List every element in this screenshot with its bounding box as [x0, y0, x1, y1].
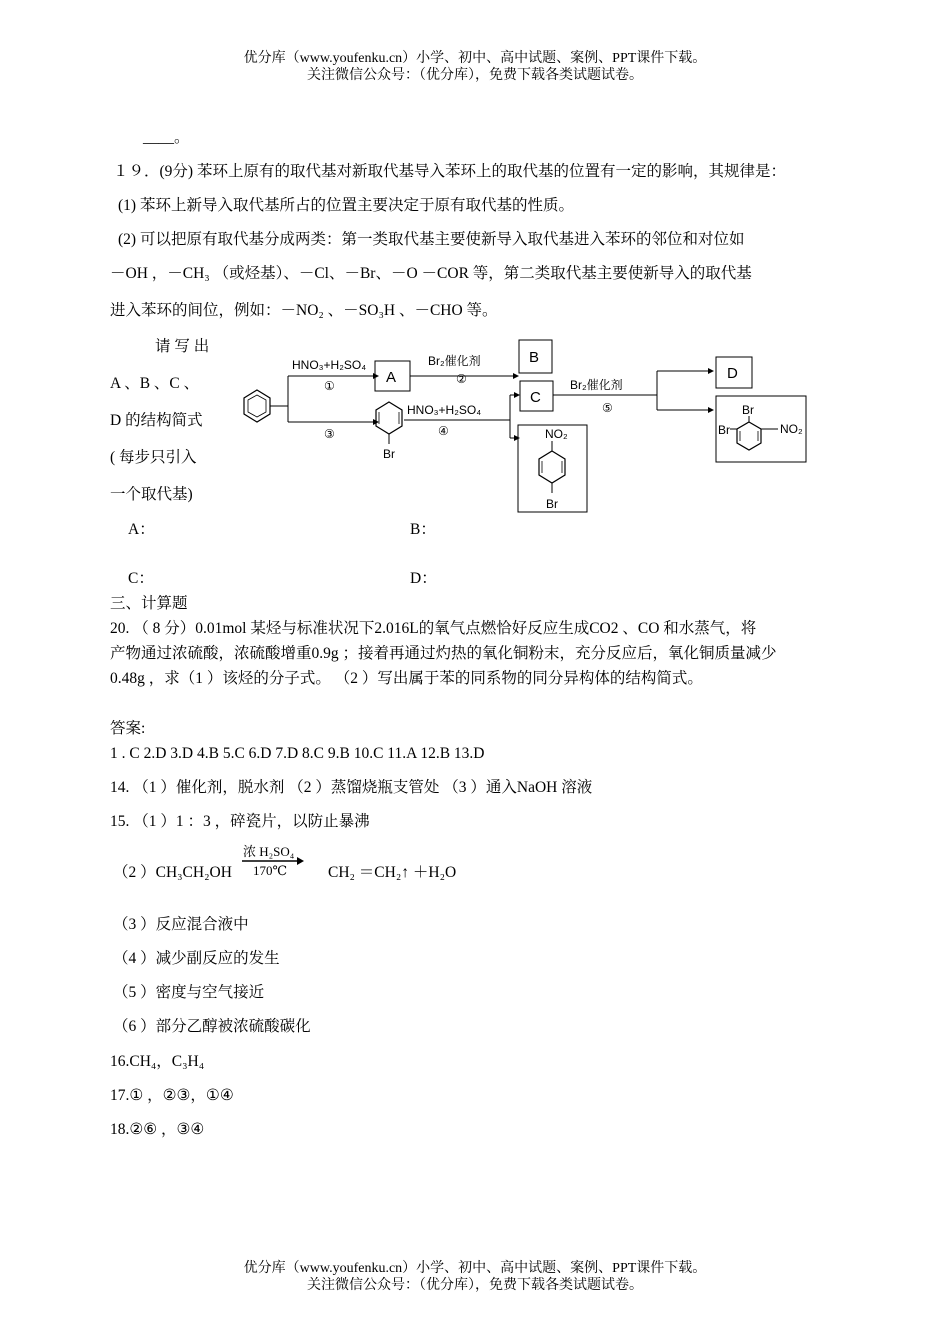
footer-line-2: 关注微信公众号：（优分库），免费下载各类试题试卷。 — [307, 1278, 643, 1293]
answer-18: 18.②⑥ ，③④ — [110, 1121, 205, 1138]
q19-rule-2c: 进入苯环的间位，例如：－NO₂ 、－SO₃H 、－CHO 等。 — [110, 302, 498, 319]
answer-16: 16.CH₄，C₃H₄ — [110, 1053, 205, 1070]
q19-rule-2a: (2) 可以把原有取代基分成两类：第一类取代基主要使新导入取代基进入苯环的邻位和对位如 — [118, 231, 745, 248]
header-line-1: 优分库（www.youfenku.cn）小学、初中、高中试题、案例、PPT课件下载。 — [243, 51, 707, 66]
reagent-nitration-4: HNO₃+H₂SO₄ — [407, 403, 482, 417]
q19-prompt-line: 一个取代基) — [110, 486, 193, 503]
answer-15-5: （5 ）密度与空气接近 — [113, 984, 265, 1001]
q19-title: １９．(9分) 苯环上原有的取代基对新取代基导入苯环上的取代基的位置有一定的影响，其规律是： — [113, 163, 786, 180]
answer-15-1: 15. （1 ）1 ：3 ，碎瓷片，以防止暴沸 — [110, 813, 370, 830]
bromobenzene-br: Br — [383, 447, 395, 461]
step-3-label: ③ — [324, 427, 335, 441]
box-c-label: C — [530, 389, 541, 406]
q19-prompt-line: A 、B 、C 、 — [110, 375, 200, 392]
answer-17: 17.① ，②③，①④ — [110, 1087, 234, 1104]
final-br-top: Br — [742, 403, 754, 417]
header-line-2: 关注微信公众号：（优分库），免费下载各类试题试卷。 — [307, 68, 643, 83]
final-product-ring — [730, 416, 778, 450]
q19-rule-2b: －OH ，－CH₃ （或烃基）、－Cl、－Br、－O －COR 等，第二类取代基主要使新导入的取代基 — [110, 265, 752, 282]
answer-15-6: （6 ）部分乙醇被浓硫酸碳化 — [113, 1018, 311, 1035]
reaction-scheme-diagram — [232, 338, 832, 518]
benzene-ring — [244, 390, 270, 422]
step-5-label: ⑤ — [602, 401, 613, 415]
box-d-label: D — [727, 365, 738, 382]
para-no2: NO₂ — [545, 427, 568, 441]
answer-d-label: D： — [410, 570, 437, 587]
q19-prompt-line: 请 写 出 — [155, 338, 210, 355]
answer-a-label: A： — [128, 521, 155, 538]
bromobenzene — [376, 402, 402, 461]
answer-b-label: B： — [410, 521, 436, 538]
q19-prompt-line: D 的结构简式 — [110, 412, 203, 429]
reagent-bromination-5: Br₂催化剂 — [570, 378, 623, 392]
answer-15-2-left: （2 ）CH₃CH₂OH — [113, 864, 232, 881]
answer-15-3: （3 ）反应混合液中 — [113, 916, 249, 933]
answer-15-4: （4 ）减少副反应的发生 — [113, 950, 280, 967]
step-1-label: ① — [324, 379, 335, 393]
reaction-condition-top: 浓 H₂SO₄ — [243, 844, 295, 859]
q20-line-1: 20. （ 8 分）0.01mol 某烃与标准状况下2.016L的氧气点燃恰好反应生成CO2 、CO 和水蒸气，将 — [110, 620, 757, 637]
step-2-label: ② — [456, 372, 467, 386]
q19-rule-1: (1) 苯环上新导入取代基所占的位置主要决定于原有取代基的性质。 — [118, 197, 574, 214]
box-b-label: B — [529, 349, 540, 366]
section-3-title: 三、计算题 — [110, 595, 188, 612]
q20-line-2: 产物通过浓硫酸，浓硫酸增重0.9g ；接着再通过灼热的氧化铜粉末，充分反应后，氧化铜质量减少 — [110, 645, 777, 662]
footer-line-1: 优分库（www.youfenku.cn）小学、初中、高中试题、案例、PPT课件下载。 — [243, 1261, 707, 1276]
answer-c-label: C： — [128, 570, 154, 587]
reagent-bromination-2: Br₂催化剂 — [428, 354, 481, 368]
answer-1-13: 1 . C 2.D 3.D 4.B 5.C 6.D 7.D 8.C 9.B 10.C 11.A 12.B 13.D — [110, 745, 485, 762]
answers-label: 答案: — [110, 720, 146, 737]
step-4-label: ④ — [438, 424, 449, 438]
p-bromonitrobenzene-ring — [539, 441, 565, 493]
reaction-condition-bottom: 170℃ — [253, 863, 288, 878]
final-no2: NO₂ — [780, 422, 803, 436]
reagent-nitration-1: HNO₃+H₂SO₄ — [292, 358, 367, 372]
answer-15-2-right: CH₂ ＝CH₂↑ ＋H₂O — [328, 864, 457, 881]
answer-14: 14. （1 ）催化剂，脱水剂 （2 ）蒸馏烧瓶支管处 （3 ）通入NaOH 溶液 — [110, 779, 593, 796]
para-br: Br — [546, 497, 558, 511]
final-br-left: Br — [718, 423, 730, 437]
q20-line-3: 0.48g ，求（1 ）该烃的分子式。 （2 ）写出属于苯的同系物的同分异构体的结构简式。 — [110, 670, 703, 687]
q19-prompt-line: ( 每步只引入 — [110, 449, 197, 466]
blank-line: ____。 — [143, 129, 190, 146]
box-a-label: A — [386, 369, 397, 386]
